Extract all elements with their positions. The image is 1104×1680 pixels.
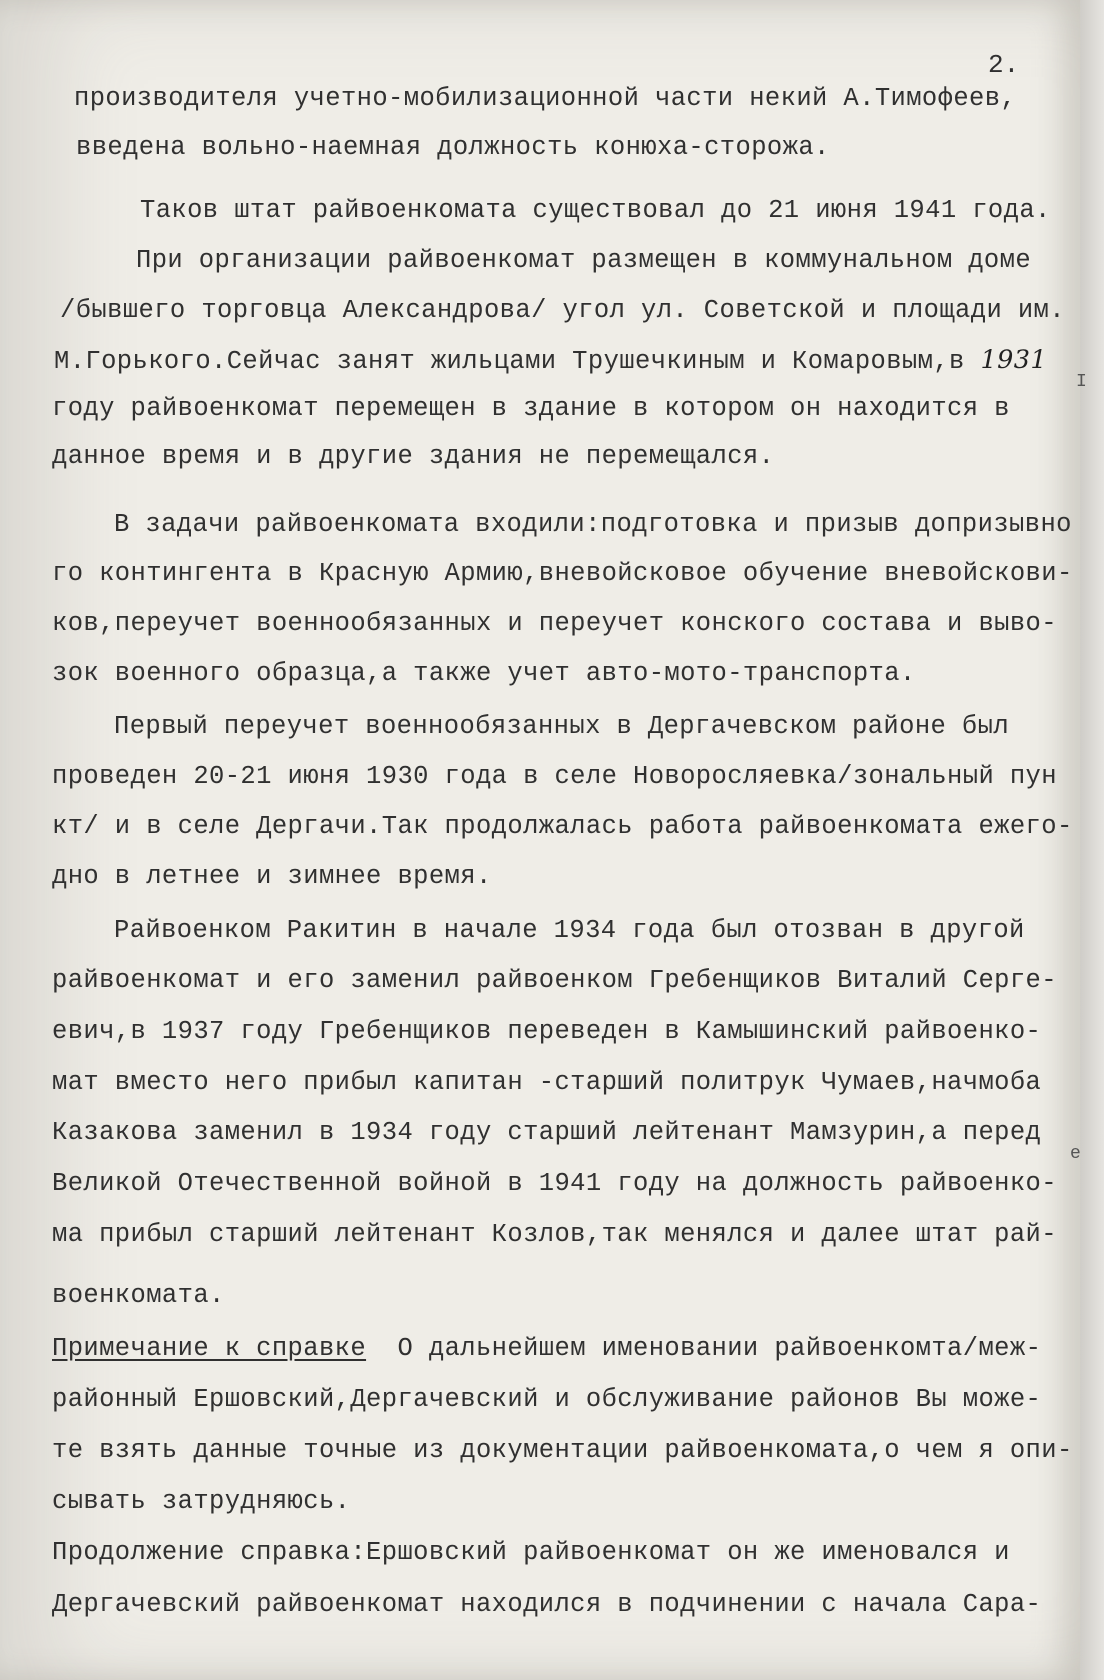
text-line: военкомата. [52, 1281, 225, 1310]
text-line: дно в летнее и зимнее время. [52, 862, 492, 891]
text-line: те взять данные точные из документации райвоенкомата,о чем я опи- [52, 1436, 1073, 1465]
text-line [52, 1334, 1041, 1364]
text-line: районный Ершовский,Дергачевский и обслуживание районов Вы може- [52, 1385, 1042, 1414]
text-line: евич,в 1937 году Гребенщиков переведен в Камышинский райвоенко- [52, 1017, 1042, 1046]
margin-mark: I [1076, 372, 1087, 392]
text-line: Великой Отечественной войной в 1941 году на должность райвоенко- [52, 1169, 1057, 1198]
text-line: зок военного образца,а также учет авто-мото-транспорта. [52, 659, 916, 688]
text-line: Продолжение справка:Ершовский райвоенкомат он же именовался и [52, 1538, 1010, 1567]
page-number: 2. [988, 50, 1020, 80]
text-line: В задачи райвоенкомата входили:подготовка и призыв допризывно [114, 510, 1072, 539]
text-line: /бывшего торговца Александрова/ угол ул. Советской и площади им. [60, 296, 1065, 325]
text-line: Таков штат райвоенкомата существовал до 21 июня 1941 года. [140, 196, 1051, 225]
handwritten-year: 1931 [980, 345, 1047, 375]
text-line: го контингента в Красную Армию,вневойсковое обучение вневойскови- [52, 559, 1073, 588]
text-line: году райвоенкомат перемещен в здание в котором он находится в [52, 394, 1010, 423]
text-line: мат вместо него прибыл капитан -старший политрук Чумаев,начмоба [52, 1068, 1042, 1097]
text-line: ма прибыл старший лейтенант Козлов,так менялся и далее штат рай- [52, 1220, 1057, 1249]
text-line: Первый переучет военнообязанных в Дергачевском районе был [114, 712, 1010, 741]
text-line [54, 345, 1047, 377]
text-line: Райвоенком Ракитин в начале 1934 года был отозван в другой [114, 916, 1025, 945]
text-line: кт/ и в селе Дергачи.Так продолжалась работа райвоенкомата ежего- [52, 812, 1073, 841]
note-heading: Примечание к справке [52, 1334, 367, 1363]
text-line: сывать затрудняюсь. [52, 1487, 351, 1516]
text-line: проведен 20-21 июня 1930 года в селе Новоросляевка/зональный пун [52, 762, 1057, 791]
text-line: При организации райвоенкомат размещен в коммунальном доме [136, 246, 1032, 275]
text-line: производителя учетно-мобилизационной части некий А.Тимофеев, [74, 84, 1017, 113]
text-segment: О дальнейшем именовании райвоенкомта/меж- [366, 1334, 1042, 1363]
text-line: введена вольно-наемная должность конюха-сторожа. [76, 133, 830, 162]
page-edge [1080, 0, 1104, 1680]
text-line: данное время и в другие здания не перемещался. [52, 442, 775, 471]
margin-mark: e [1070, 1144, 1081, 1164]
text-segment: М.Горького.Сейчас занят жильцами Трушечкиным и Комаровым,в [54, 347, 981, 376]
text-line: Казакова заменил в 1934 году старший лейтенант Мамзурин,а перед [52, 1118, 1042, 1147]
text-line: райвоенкомат и его заменил райвоенком Гребенщиков Виталий Серге- [52, 966, 1057, 995]
text-line: Дергачевский райвоенкомат находился в подчинении с начала Сара- [52, 1590, 1042, 1619]
text-line: ков,переучет военнообязанных и переучет конского состава и выво- [52, 609, 1057, 638]
